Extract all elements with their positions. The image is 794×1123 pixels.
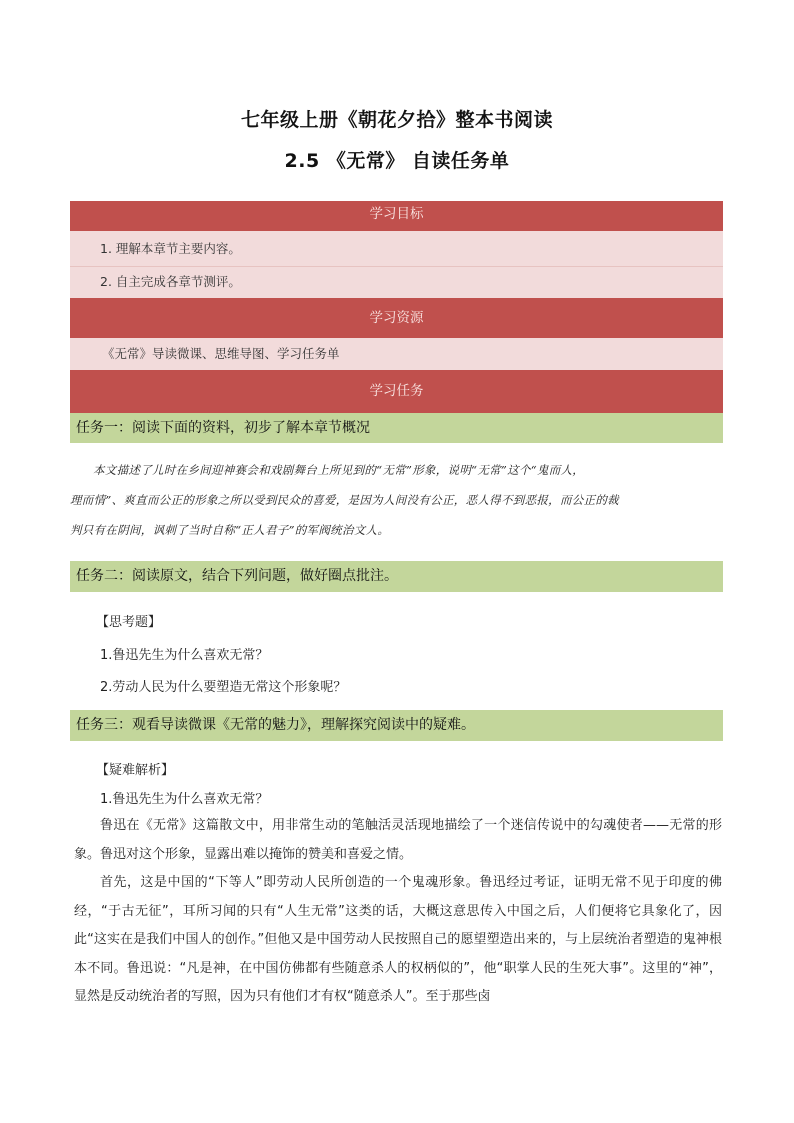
task3-section-label: 【疑难解析】 — [96, 763, 175, 778]
task2-section-label: 【思考题】 — [96, 615, 162, 630]
task3-paragraph-1: 鲁迅在《无常》这篇散文中，用非常生动的笔触活灵活现地描绘了一个迷信传说中的勾魂使者——无常的形象。鲁迅对这个形象，显露出难以掩饰的赞美和喜爱之情。 — [74, 818, 722, 862]
task1-line-1: 本文描述了儿时在乡间迎神赛会和戏剧舞台上所见到的“无常”形象，说明“无常”这个“鬼而人， — [93, 463, 585, 477]
task3-question: 1.鲁迅先生为什么喜欢无常？ — [100, 792, 269, 807]
goals-heading: 学习目标 — [70, 201, 723, 231]
task1-title: 任务一：阅读下面的资料，初步了解本章节概况 — [70, 413, 723, 443]
task2-question-2: 2.劳动人民为什么要塑造无常这个形象呢？ — [100, 680, 347, 695]
tasks-heading: 学习任务 — [70, 370, 723, 413]
task1-line-2: 理而情”、爽直而公正的形象之所以受到民众的喜爱，是因为人间没有公正，恶人得不到恶报，而公正的裁 — [70, 493, 619, 507]
task3-paragraph-2: 首先，这是中国的“下等人”即劳动人民所创造的一个鬼魂形象。鲁迅经过考证，证明无常不见于印度的佛经，“于古无征”，耳所习闻的只有“人生无常”这类的话，大概这意思传入中国之后，人们便将它具象化了，因此“这实在是我们中国人的创作。”但他又是中国劳动人民按照自己的愿望塑造出来的，与上层统治者塑造的鬼神根本不同。鲁迅说：“凡是神，在中国仿佛都有些随意杀人的权柄似的”，他“职掌人民的生死大事”。这里的“神”，显然是反动统治者的写照，因为只有他们才有权“随意杀人”。至于那些卤 — [74, 875, 722, 1004]
task2-title: 任务二：阅读原文，结合下列问题，做好圈点批注。 — [70, 561, 723, 592]
resources-heading: 学习资源 — [70, 298, 723, 338]
goal-item-1: 1. 理解本章节主要内容。 — [70, 231, 723, 266]
task1-line-3: 判只有在阴间，讽刺了当时自称“正人君子”的军阀统治文人。 — [70, 523, 390, 537]
resources-text: 《无常》导读微课、思维导图、学习任务单 — [70, 338, 723, 370]
task3-title: 任务三：观看导读微课《无常的魅力》，理解探究阅读中的疑难。 — [70, 710, 723, 741]
task1-paragraph — [70, 455, 723, 545]
task2-question-1: 1.鲁迅先生为什么喜欢无常？ — [100, 648, 269, 663]
document-title: 七年级上册《朝花夕拾》整本书阅读 — [240, 109, 553, 131]
goal-item-2: 2. 自主完成各章节测评。 — [70, 266, 723, 298]
document-subtitle: 2.5 《无常》 自读任务单 — [284, 150, 510, 172]
